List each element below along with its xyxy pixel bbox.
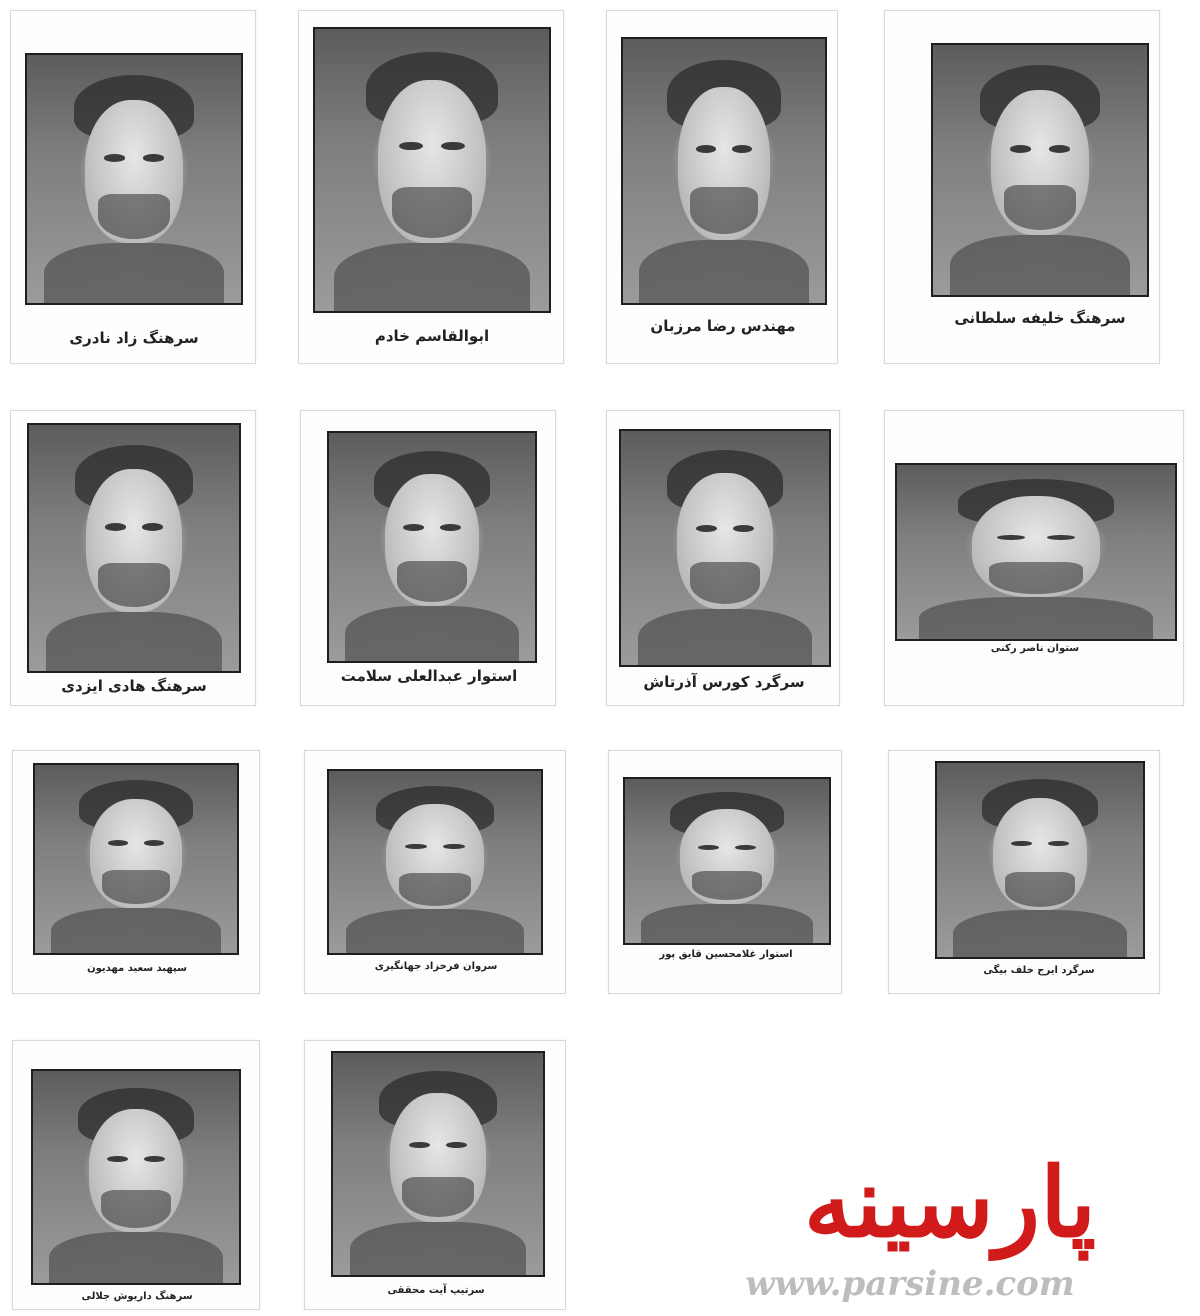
parsine-logo: پارسینه	[803, 1146, 1097, 1259]
portrait-photo	[327, 769, 543, 955]
portrait-card	[606, 410, 840, 706]
portrait-caption: سرگرد کورس آذرتاش	[643, 673, 805, 691]
portrait-caption: سرهنگ خلیفه سلطانی	[954, 309, 1126, 327]
portrait-caption: سرگرد ایرج خلف بیگی	[983, 965, 1095, 976]
portrait-photo	[931, 43, 1149, 297]
portrait-photo	[621, 37, 827, 305]
portrait-caption: استوار غلامحسین قایق پور	[659, 949, 793, 960]
portrait-caption: سرهنگ داریوش جلالی	[81, 1291, 193, 1302]
portrait-caption: سپهبد سعید مهدیون	[87, 963, 187, 974]
portrait-photo	[31, 1069, 241, 1285]
portrait-photo	[327, 431, 537, 663]
portrait-card	[298, 10, 564, 364]
portrait-card	[12, 750, 260, 994]
portrait-card	[888, 750, 1160, 994]
portrait-caption: ستوان ناصر رکنی	[990, 643, 1080, 654]
portrait-photo	[619, 429, 831, 667]
portrait-photo	[33, 763, 239, 955]
portrait-caption: مهندس رضا مرزبان	[650, 317, 796, 335]
parsine-url: www.parsine.com	[745, 1264, 1075, 1304]
portrait-card	[606, 10, 838, 364]
portrait-photo	[313, 27, 551, 313]
portrait-card	[10, 10, 256, 364]
portrait-caption: سروان فرخزاد جهانگیری	[374, 961, 498, 972]
portrait-caption: سرتیپ آیت محققی	[387, 1285, 485, 1296]
portrait-photo	[27, 423, 241, 673]
portrait-card	[10, 410, 256, 706]
portrait-photo	[895, 463, 1177, 641]
portrait-card	[300, 410, 556, 706]
portrait-photo	[331, 1051, 545, 1277]
portrait-caption: استوار عبدالعلی سلامت	[340, 667, 518, 685]
portrait-caption: سرهنگ زاد نادری	[69, 329, 199, 347]
portrait-photo	[25, 53, 243, 305]
portrait-card	[884, 410, 1184, 706]
portrait-photo	[623, 777, 831, 945]
portrait-card	[304, 750, 566, 994]
portrait-card	[304, 1040, 566, 1310]
portrait-card	[884, 10, 1160, 364]
portrait-caption: سرهنگ هادی ایزدی	[61, 677, 207, 695]
portrait-card	[12, 1040, 260, 1310]
portrait-photo	[935, 761, 1145, 959]
portrait-card	[608, 750, 842, 994]
portrait-caption: ابوالقاسم خادم	[374, 327, 490, 345]
